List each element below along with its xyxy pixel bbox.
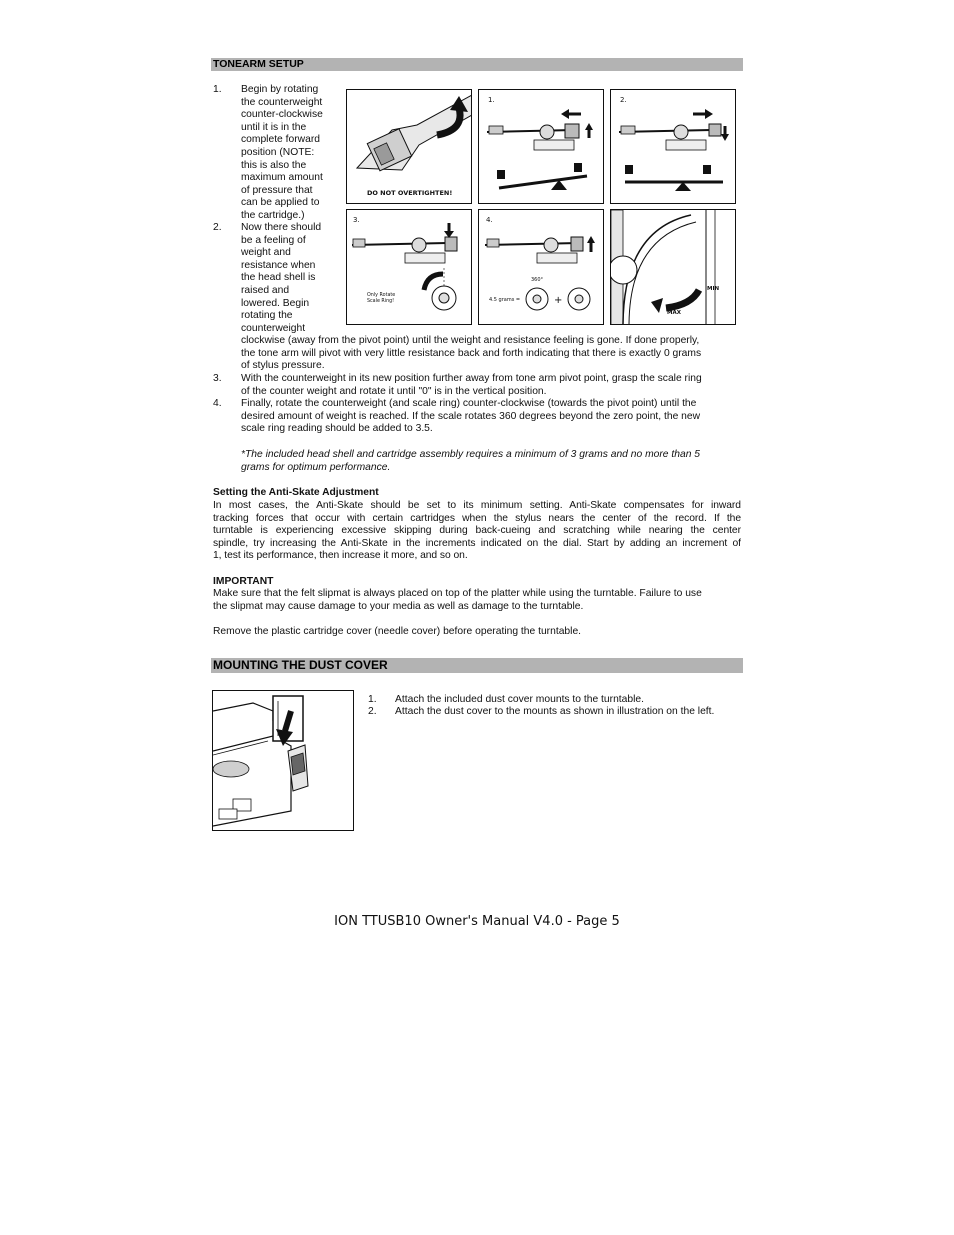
step-4-number: 4. bbox=[213, 398, 222, 409]
svg-text:MIN: MIN bbox=[707, 286, 720, 292]
tonearm-setup-heading: TONEARM SETUP bbox=[211, 58, 743, 71]
important-paragraph: Make sure that the felt slipmat is always placed on top of the platter while using the turntable. Failure to use the slipmat may cause damage to your media as well as damage to the turntable. bbox=[213, 588, 702, 612]
svg-text:360°: 360° bbox=[531, 277, 544, 283]
dust-step-1-number: 1. bbox=[368, 694, 377, 705]
step-2-text: Now there should be a feeling of weight and resistance when the head shell is raised and lowered. Begin rotating the counterweight bbox=[241, 222, 322, 334]
figure-headshell-tighten bbox=[346, 89, 472, 204]
svg-text:3.: 3. bbox=[353, 216, 360, 224]
figure-step-1 bbox=[478, 89, 604, 204]
svg-text:+: + bbox=[554, 295, 563, 306]
svg-text:Only Rotate: Only Rotate bbox=[367, 293, 396, 298]
step-3-text: With the counterweight in its new position further away from tone arm pivot point, grasp the scale ring of the counter weight and rotate it until "0" is in the vertical position. bbox=[241, 373, 702, 397]
figure-antiskate-dial bbox=[610, 209, 736, 325]
svg-text:Scale Ring!: Scale Ring! bbox=[367, 299, 395, 304]
svg-text:4.5 grams =: 4.5 grams = bbox=[489, 297, 521, 303]
figure-step-4 bbox=[478, 209, 604, 325]
figure-step-2 bbox=[610, 89, 736, 204]
remove-cover-note: Remove the plastic cartridge cover (needle cover) before operating the turntable. bbox=[213, 626, 582, 637]
svg-text:2.: 2. bbox=[620, 96, 627, 104]
warning-label: DO NOT OVERTIGHTEN! bbox=[367, 189, 453, 197]
step-1-text: Begin by rotating the counterweight counter-clockwise until it is in the complete forward position (NOTE: this is also the maximum amount of pressure that can be applied to the cartridge.) bbox=[241, 84, 323, 221]
important-heading: IMPORTANT bbox=[213, 576, 274, 587]
dust-step-2-number: 2. bbox=[368, 706, 377, 717]
svg-text:1.: 1. bbox=[488, 96, 495, 104]
page-footer: ION TTUSB10 Owner's Manual V4.0 - Page 5 bbox=[334, 914, 620, 929]
step-2-number: 2. bbox=[213, 222, 222, 233]
cartridge-note: *The included head shell and cartridge assembly requires a minimum of 3 grams and no more than 5 grams for optimum performance. bbox=[241, 449, 701, 473]
svg-text:MAX: MAX bbox=[667, 310, 681, 316]
dust-cover-heading: MOUNTING THE DUST COVER bbox=[211, 658, 743, 673]
antiskate-paragraph: In most cases, the Anti-Skate should be set to its minimum setting. Anti-Skate compensates for inward tracking forces that occur with certain cartridges when the stylus nears the center of the record. If the turntable is experiencing excessive skipping during back-cueing and scratching while nearing the center spindle, try increasing the Anti-Skate in the increments indicated on the dial. Start by adding an increment of 1, test its performance, then increase it more, and so on. bbox=[213, 500, 741, 562]
step-4-text: Finally, rotate the counterweight (and scale ring) counter-clockwise (towards the pivot point) until the desired amount of weight is reached. If the scale rotates 360 degrees beyond the zero point, the new scale ring reading should be added to 3.5. bbox=[241, 398, 701, 435]
step-3-number: 3. bbox=[213, 373, 222, 384]
step-1-number: 1. bbox=[213, 84, 222, 95]
antiskate-heading: Setting the Anti-Skate Adjustment bbox=[213, 487, 379, 498]
step-2-continuation: clockwise (away from the pivot point) until the weight and resistance feeling is gone. If done properly, the tone arm will pivot with very little resistance back and forth indicating that there is exactly 0 grams of stylus pressure. bbox=[241, 335, 702, 372]
figure-dust-cover-mount bbox=[212, 690, 354, 831]
figure-step-3 bbox=[346, 209, 472, 325]
svg-text:4.: 4. bbox=[486, 216, 493, 224]
dust-step-2-text: Attach the dust cover to the mounts as shown in illustration on the left. bbox=[395, 706, 715, 717]
dust-step-1-text: Attach the included dust cover mounts to the turntable. bbox=[395, 694, 644, 705]
